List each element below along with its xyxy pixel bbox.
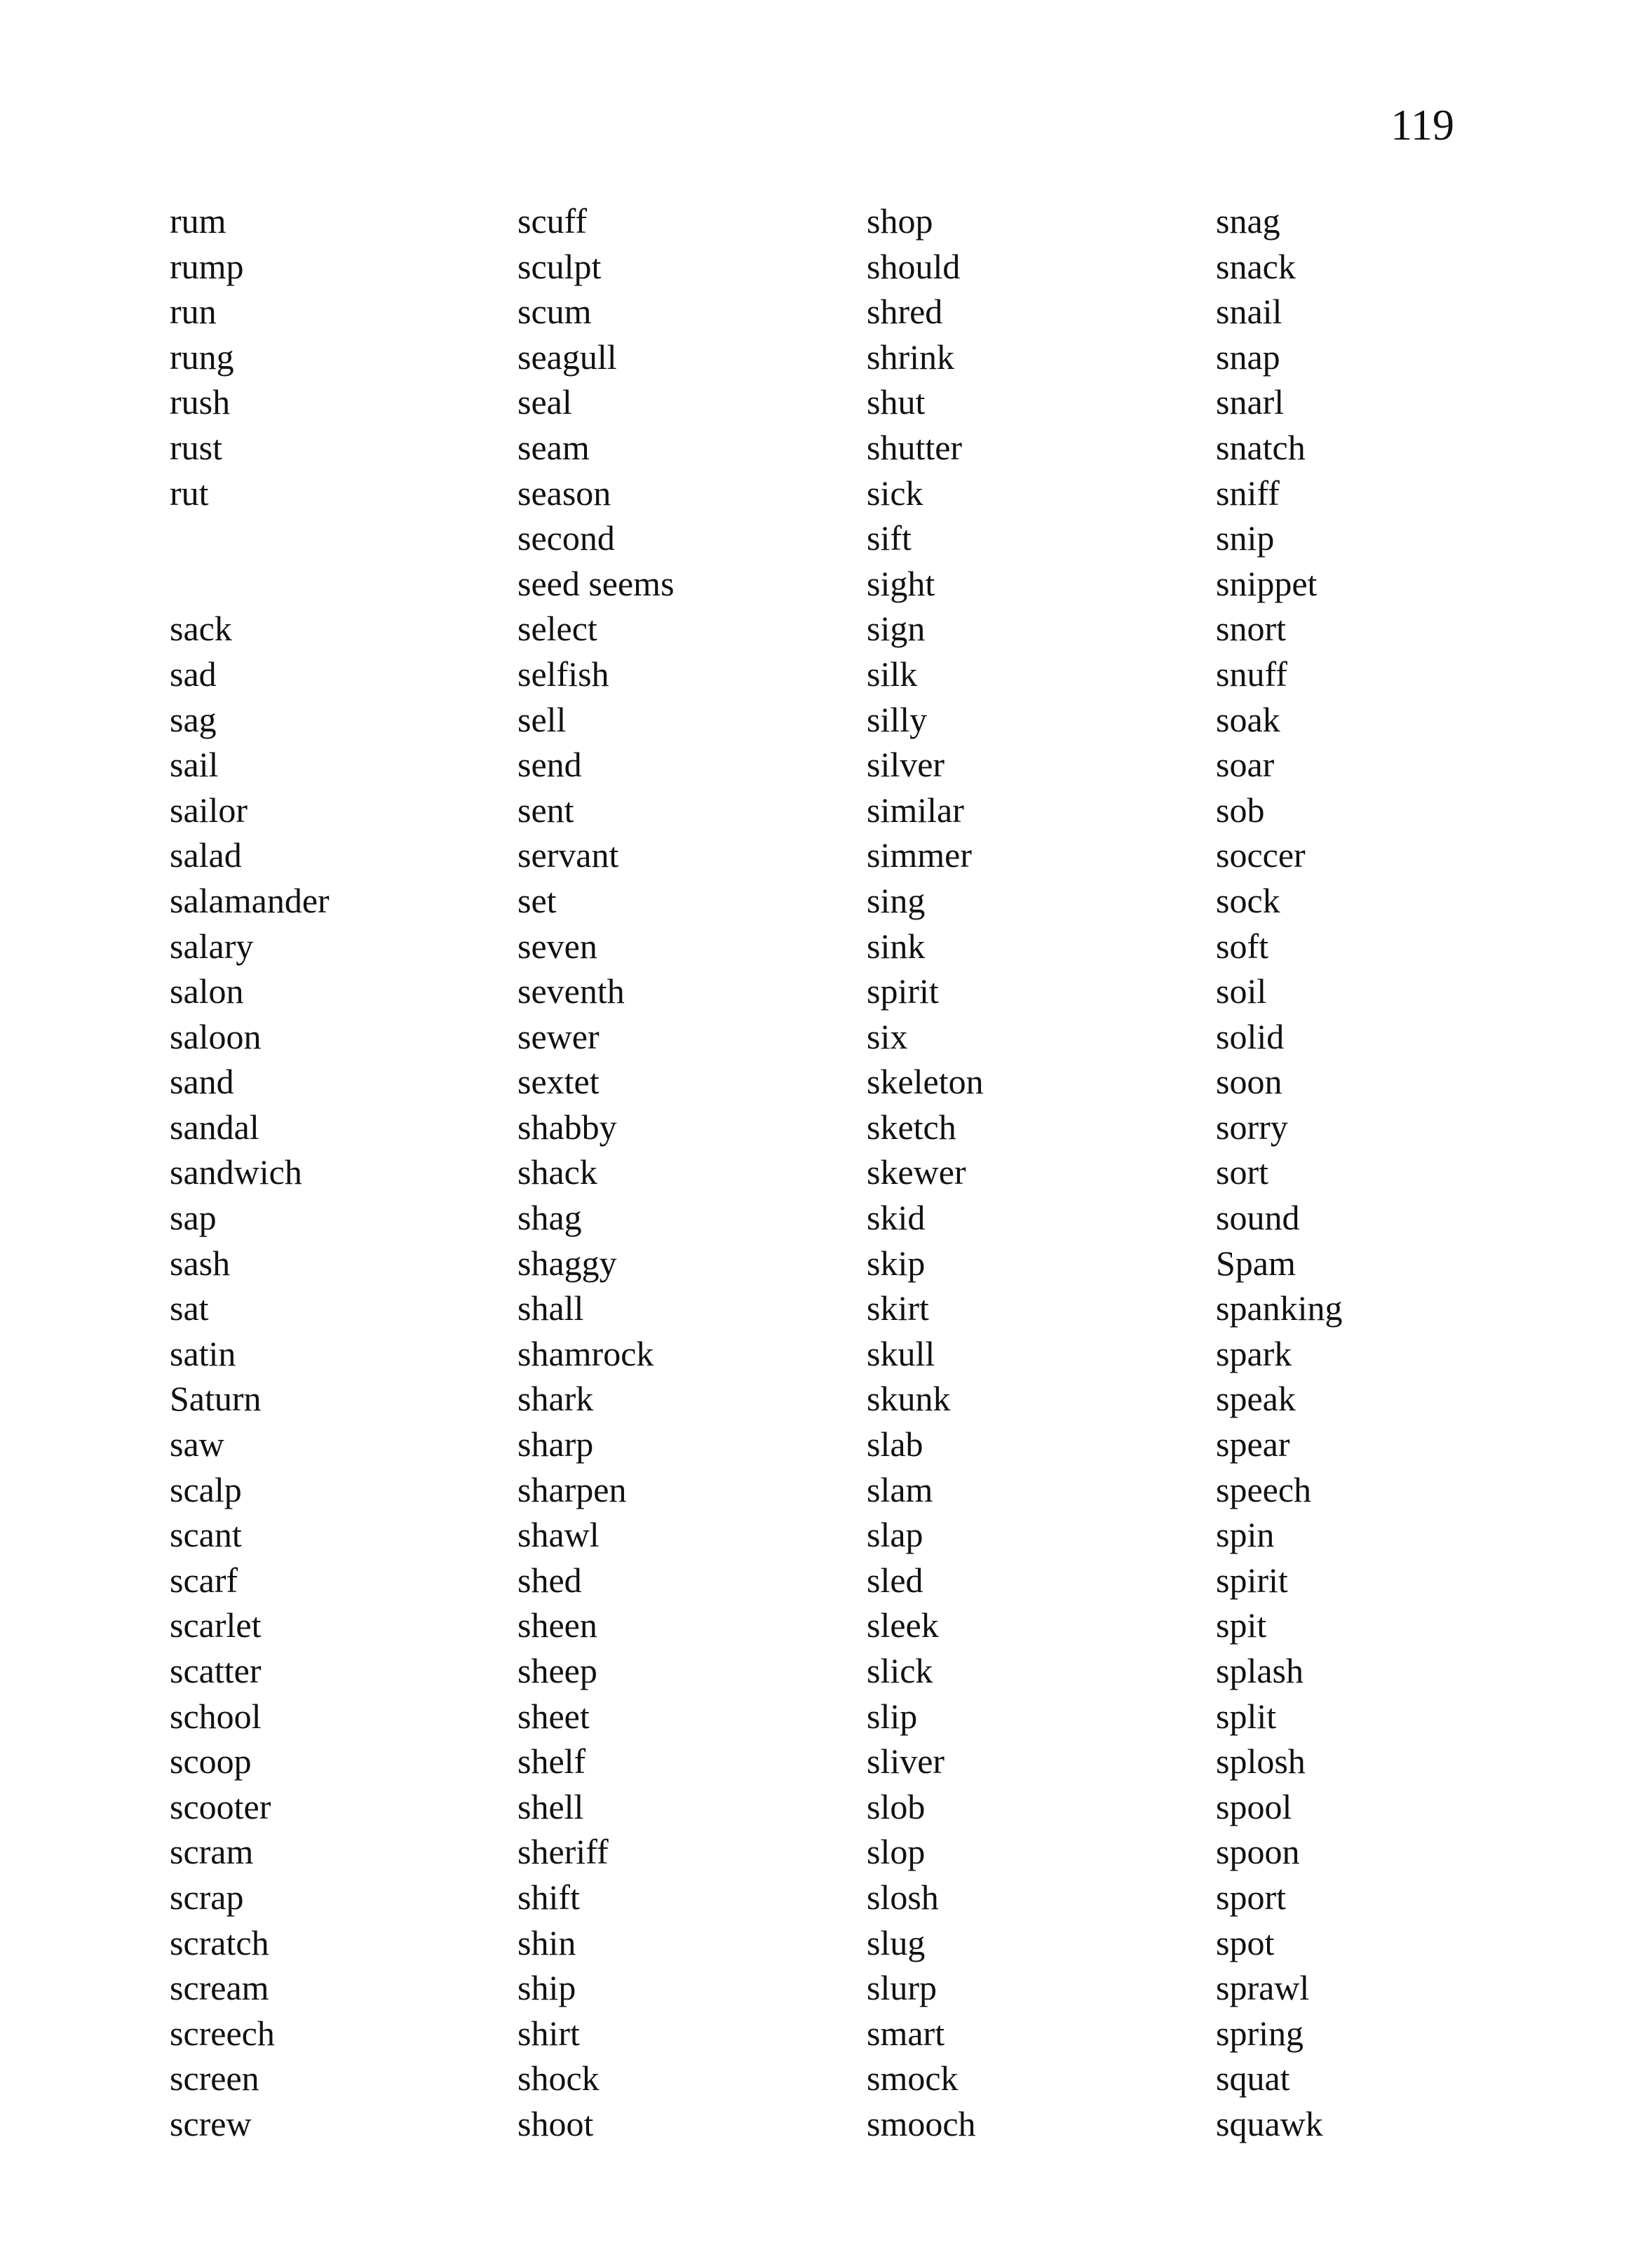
word-entry: snort	[1216, 609, 1286, 649]
word-entry: sob	[1216, 790, 1265, 830]
word-entry: soak	[1216, 699, 1280, 739]
word-entry: snip	[1216, 518, 1275, 558]
word-entry: Spam	[1216, 1243, 1296, 1283]
word-entry: spanking	[1216, 1288, 1343, 1328]
word-entry: sift	[867, 518, 912, 558]
word-entry: soil	[1216, 971, 1267, 1011]
word-entry: sheen	[517, 1605, 597, 1645]
word-entry: scoop	[170, 1741, 252, 1781]
word-entry: sort	[1216, 1152, 1268, 1192]
word-entry: salamander	[170, 880, 330, 920]
word-entry: snack	[1216, 246, 1296, 286]
word-entry: soccer	[1216, 835, 1306, 875]
word-entry: skunk	[867, 1379, 951, 1419]
word-entry: slop	[867, 1832, 926, 1872]
word-entry: rut	[170, 473, 209, 513]
word-entry: scant	[170, 1515, 242, 1555]
word-entry: seam	[517, 427, 590, 467]
word-entry: sat	[170, 1288, 209, 1328]
word-entry: shed	[517, 1560, 582, 1600]
word-entry: shirt	[517, 2013, 580, 2053]
word-entry: run	[170, 292, 217, 332]
word-entry: rump	[170, 246, 244, 286]
word-entry: splosh	[1216, 1741, 1306, 1781]
word-entry: salon	[170, 971, 244, 1011]
word-entry: split	[1216, 1696, 1277, 1736]
word-entry: scooter	[170, 1786, 271, 1826]
word-entry: sleek	[867, 1605, 939, 1645]
word-entry: shaggy	[517, 1243, 617, 1283]
word-entry: snap	[1216, 337, 1280, 377]
word-entry: seagull	[517, 337, 617, 377]
word-entry: shut	[867, 382, 926, 422]
word-entry: shawl	[517, 1515, 600, 1555]
word-entry: scarf	[170, 1560, 238, 1600]
word-entry: sheriff	[517, 1832, 609, 1872]
word-entry: select	[517, 609, 597, 649]
word-entry: silver	[867, 745, 945, 785]
word-entry: spin	[1216, 1515, 1275, 1555]
word-entry: sound	[1216, 1198, 1300, 1238]
word-entry: sight	[867, 563, 935, 603]
word-entry: sap	[170, 1198, 217, 1238]
word-entry: saloon	[170, 1016, 262, 1056]
word-entry: scarlet	[170, 1605, 262, 1645]
word-entry: silly	[867, 699, 928, 739]
word-entry: sailor	[170, 790, 248, 830]
word-entry: sent	[517, 790, 574, 830]
word-entry: second	[517, 518, 615, 558]
word-entry: spear	[1216, 1424, 1290, 1464]
word-entry: smock	[867, 2059, 959, 2098]
word-entry: shag	[517, 1198, 582, 1238]
word-entry: spoon	[1216, 1832, 1300, 1872]
word-entry: Saturn	[170, 1379, 262, 1419]
word-entry: skeleton	[867, 1062, 984, 1102]
word-column-1	[170, 198, 330, 2147]
word-entry: sniff	[1216, 473, 1280, 513]
word-entry: shop	[867, 201, 933, 241]
word-entry: slick	[867, 1651, 933, 1690]
word-entry: six	[867, 1016, 908, 1056]
word-entry: silk	[867, 654, 918, 694]
word-entry: sick	[867, 473, 923, 513]
word-entry: spit	[1216, 1605, 1267, 1645]
word-entry: snuff	[1216, 654, 1287, 694]
word-entry: snag	[1216, 201, 1280, 241]
word-entry: sign	[867, 609, 926, 649]
word-entry: scratch	[170, 1922, 269, 1962]
word-entry: snippet	[1216, 563, 1318, 603]
word-entry: spring	[1216, 2013, 1304, 2053]
word-entry: sled	[867, 1560, 923, 1600]
word-entry: shelf	[517, 1741, 586, 1781]
word-entry: scram	[170, 1832, 254, 1872]
word-entry: shoot	[517, 2103, 594, 2143]
word-entry: spool	[1216, 1786, 1292, 1826]
word-entry: shabby	[517, 1107, 617, 1147]
word-entry: screw	[170, 2103, 252, 2143]
word-entry: servant	[517, 835, 619, 875]
word-entry	[170, 516, 330, 561]
word-entry: soar	[1216, 745, 1275, 785]
word-entry: sketch	[867, 1107, 956, 1147]
word-entry: rush	[170, 382, 231, 422]
word-entry: solid	[1216, 1016, 1285, 1056]
page-number: 119	[1390, 102, 1454, 149]
word-entry: shrink	[867, 337, 954, 377]
word-entry: scalp	[170, 1469, 242, 1509]
word-entry: sandal	[170, 1107, 259, 1147]
word-entry: screen	[170, 2059, 259, 2098]
word-entry: shark	[517, 1379, 594, 1419]
word-entry: sprawl	[1216, 1968, 1310, 2008]
word-entry: skip	[867, 1243, 926, 1283]
word-entry: should	[867, 246, 961, 286]
word-entry: rum	[170, 201, 226, 241]
word-entry: salary	[170, 926, 254, 966]
word-entry: speech	[1216, 1469, 1312, 1509]
word-entry: skid	[867, 1198, 926, 1238]
word-entry: smart	[867, 2013, 945, 2053]
word-entry: shutter	[867, 427, 963, 467]
word-entry: sand	[170, 1062, 234, 1102]
word-entry: sink	[867, 926, 926, 966]
word-entry: seventh	[517, 971, 625, 1011]
word-entry: set	[517, 880, 557, 920]
word-entry: sport	[1216, 1877, 1286, 1917]
word-entry: sheet	[517, 1696, 590, 1736]
word-entry: slurp	[867, 1968, 937, 2008]
word-entry: sheep	[517, 1651, 597, 1690]
word-column-3	[867, 198, 984, 2147]
word-entry: sharp	[517, 1424, 594, 1464]
word-entry: slip	[867, 1696, 918, 1736]
word-entry: rust	[170, 427, 222, 467]
word-entry: skewer	[867, 1152, 966, 1192]
word-entry: sandwich	[170, 1152, 302, 1192]
word-entry: sextet	[517, 1062, 600, 1102]
word-entry: splash	[1216, 1651, 1304, 1690]
word-entry: scum	[517, 292, 592, 332]
word-entry: slap	[867, 1515, 923, 1555]
word-entry: sharpen	[517, 1469, 627, 1509]
word-entry: sag	[170, 699, 217, 739]
word-entry	[170, 561, 330, 607]
word-entry: soft	[1216, 926, 1268, 966]
word-entry: soon	[1216, 1062, 1282, 1102]
word-entry: seal	[517, 382, 572, 422]
word-entry: scuff	[517, 201, 588, 241]
word-entry: seed seems	[517, 563, 675, 603]
word-entry: sail	[170, 745, 219, 785]
word-entry: shock	[517, 2059, 600, 2098]
word-entry: squawk	[1216, 2103, 1323, 2143]
word-entry: shred	[867, 292, 943, 332]
word-column-2	[517, 198, 675, 2147]
word-entry: spirit	[867, 971, 939, 1011]
word-entry: shamrock	[517, 1333, 654, 1373]
word-entry: snatch	[1216, 427, 1306, 467]
word-entry: sock	[1216, 880, 1280, 920]
word-entry: shall	[517, 1288, 584, 1328]
word-entry: sliver	[867, 1741, 945, 1781]
word-entry: squat	[1216, 2059, 1290, 2098]
word-entry: simmer	[867, 835, 972, 875]
word-entry: season	[517, 473, 611, 513]
word-entry: sculpt	[517, 246, 602, 286]
word-entry: sewer	[517, 1016, 600, 1056]
word-entry: slug	[867, 1922, 926, 1962]
word-entry: spirit	[1216, 1560, 1288, 1600]
word-entry: shift	[517, 1877, 580, 1917]
word-entry: sing	[867, 880, 926, 920]
word-entry: slob	[867, 1786, 926, 1826]
word-entry: similar	[867, 790, 964, 830]
word-entry: slosh	[867, 1877, 939, 1917]
word-entry: sorry	[1216, 1107, 1288, 1147]
word-entry: shack	[517, 1152, 597, 1192]
word-entry: slab	[867, 1424, 923, 1464]
word-entry: sack	[170, 609, 232, 649]
word-entry: ship	[517, 1968, 576, 2008]
word-entry: skull	[867, 1333, 935, 1373]
word-entry: salad	[170, 835, 242, 875]
word-entry: school	[170, 1696, 262, 1736]
word-entry: snail	[1216, 292, 1282, 332]
word-entry: spark	[1216, 1333, 1292, 1373]
word-entry: satin	[170, 1333, 236, 1373]
word-entry: rung	[170, 337, 234, 377]
word-entry: snarl	[1216, 382, 1285, 422]
word-entry: shell	[517, 1786, 584, 1826]
word-entry: screech	[170, 2013, 275, 2053]
word-entry: speak	[1216, 1379, 1296, 1419]
word-entry: spot	[1216, 1922, 1275, 1962]
word-entry: scatter	[170, 1651, 262, 1690]
word-entry: slam	[867, 1469, 933, 1509]
word-entry: saw	[170, 1424, 224, 1464]
word-entry: selfish	[517, 654, 609, 694]
word-entry: sash	[170, 1243, 231, 1283]
word-entry: shin	[517, 1922, 576, 1962]
word-entry: seven	[517, 926, 597, 966]
word-entry: sell	[517, 699, 567, 739]
word-entry: sad	[170, 654, 217, 694]
word-entry: send	[517, 745, 582, 785]
word-entry: skirt	[867, 1288, 929, 1328]
word-entry: smooch	[867, 2103, 976, 2143]
word-entry: scream	[170, 1968, 269, 2008]
word-entry: scrap	[170, 1877, 244, 1917]
word-column-4	[1216, 198, 1343, 2147]
